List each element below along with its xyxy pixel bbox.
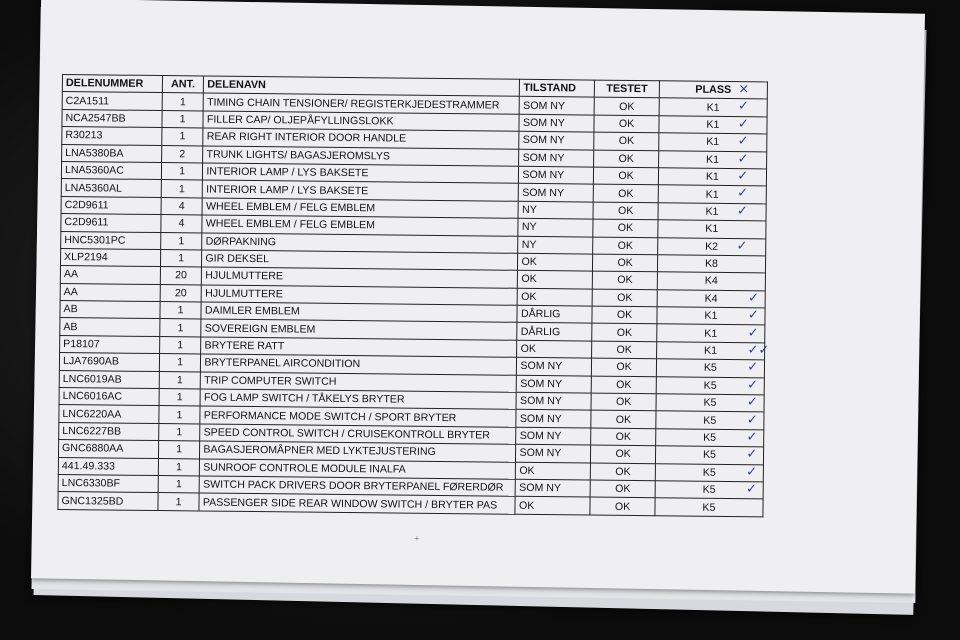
cell-quantity: 20	[160, 284, 202, 302]
handwritten-checkmarks	[734, 82, 799, 523]
checkmark-icon: ✓	[737, 116, 749, 132]
cell-tested: OK	[592, 358, 657, 376]
cell-location: K1	[658, 185, 766, 204]
checkmark-icon: ✓	[746, 412, 758, 428]
cell-quantity: 1	[159, 354, 201, 372]
cell-part-name: INTERIOR LAMP / LYS BAKSETE	[203, 163, 519, 184]
cell-quantity: 1	[158, 441, 200, 459]
cell-part-name: FOG LAMP SWITCH / TÅKELYS BRYTER	[200, 389, 516, 410]
cell-condition: NY	[518, 236, 593, 254]
cell-location: K2	[657, 237, 765, 256]
checkmark-icon: ✓	[737, 168, 749, 184]
cell-condition: NY	[518, 201, 593, 219]
cell-location: K5	[655, 429, 763, 448]
cell-location: K5	[655, 446, 763, 465]
cell-condition: SOM NY	[517, 375, 592, 393]
cell-part-number: LNC6227BB	[59, 422, 159, 440]
cell-part-number: LJA7690AB	[59, 353, 159, 371]
cell-location: K5	[655, 463, 763, 482]
cell-tested: OK	[592, 341, 657, 359]
cell-location: K1	[657, 307, 765, 326]
cell-quantity: 1	[158, 423, 200, 441]
cell-condition: SOM NY	[516, 479, 591, 497]
cell-quantity: 1	[162, 128, 204, 146]
checkmark-icon: ✓	[747, 325, 759, 341]
cell-tested: OK	[594, 167, 659, 185]
cell-quantity: 1	[162, 93, 204, 111]
cell-condition: OK	[518, 271, 593, 289]
cell-quantity: 1	[160, 249, 202, 267]
checkmark-icon: ✓	[736, 203, 748, 219]
cell-tested: OK	[594, 150, 659, 168]
cell-location: K1	[659, 116, 767, 135]
header-delenavn: DELENAVN	[204, 76, 520, 97]
checkmark-icon: ✓	[737, 99, 750, 115]
cell-part-name: BRYTERE RATT	[201, 337, 517, 358]
cell-quantity: 2	[161, 145, 203, 163]
cell-part-name: TIMING CHAIN TENSIONER/ REGISTERKJEDESTRAMMER	[204, 93, 520, 114]
cell-part-name: HJULMUTTERE	[202, 285, 518, 306]
cell-condition: SOM NY	[516, 444, 591, 462]
parts-table-wrapper	[57, 74, 768, 517]
cell-tested: OK	[593, 237, 658, 255]
cell-location: K1	[658, 220, 766, 239]
cell-part-name: BAGASJEROMÅPNER MED LYKTEJUSTERING	[200, 441, 516, 462]
cell-condition: OK	[517, 340, 592, 358]
cell-quantity: 1	[160, 232, 202, 250]
cell-part-number: C2A1511	[62, 92, 162, 110]
cell-part-number: GNC1325BD	[58, 492, 158, 510]
cell-location: K1	[658, 150, 766, 169]
cell-tested: OK	[593, 202, 658, 220]
cell-part-number: R30213	[62, 127, 162, 145]
cell-quantity: 1	[159, 336, 201, 354]
cell-location: K5	[656, 359, 764, 378]
cell-part-name: SWITCH PACK DRIVERS DOOR BRYTERPANEL FØRERDØR	[200, 476, 516, 497]
cell-condition: SOM NY	[516, 427, 591, 445]
cell-condition: DÅRLIG	[517, 305, 592, 323]
cell-part-name: HJULMUTTERE	[202, 267, 518, 288]
cell-condition: SOM NY	[516, 392, 591, 410]
cell-tested: OK	[590, 497, 655, 515]
cell-tested: OK	[594, 184, 659, 202]
cell-condition: SOM NY	[516, 410, 591, 428]
cell-tested: OK	[591, 445, 656, 463]
cell-part-name: INTERIOR LAMP / LYS BAKSETE	[203, 180, 519, 201]
cell-tested: OK	[594, 97, 659, 115]
cell-part-name: TRUNK LIGHTS/ BAGASJEROMSLYS	[203, 146, 519, 167]
cell-part-number: AB	[60, 301, 160, 319]
cell-condition: SOM NY	[519, 184, 594, 202]
cell-part-number: AA	[60, 266, 160, 284]
cell-condition: SOM NY	[519, 166, 594, 184]
checkmark-icon: ✓	[746, 464, 758, 480]
cell-part-number: P18107	[60, 335, 160, 353]
cell-location: K8	[657, 255, 765, 274]
checkmark-icon: ✓	[746, 447, 758, 463]
checkmark-icon: ✓	[737, 151, 749, 167]
parts-table	[57, 74, 768, 517]
cell-tested: OK	[593, 271, 658, 289]
cell-tested: OK	[591, 428, 656, 446]
header-tilstand: TILSTAND	[520, 79, 595, 97]
cell-part-name: WHEEL EMBLEM / FELG EMBLEM	[202, 215, 518, 236]
cell-location: K4	[657, 289, 765, 308]
cell-part-number: GNC6880AA	[58, 440, 158, 458]
cell-tested: OK	[594, 115, 659, 133]
header-ant: ANT.	[162, 76, 204, 94]
cell-condition: SOM NY	[519, 114, 594, 132]
cell-condition: OK	[518, 288, 593, 306]
cell-location: K5	[655, 498, 763, 517]
cell-condition: SOM NY	[519, 149, 594, 167]
cell-part-number: LNC6016AC	[59, 388, 159, 406]
cell-quantity: 1	[161, 162, 203, 180]
checkmark-icon	[736, 273, 766, 289]
checkmark-icon	[736, 256, 766, 272]
cell-condition: OK	[516, 462, 591, 480]
cell-part-name: SOVEREIGN EMBLEM	[201, 319, 517, 340]
cell-part-name: DAIMLER EMBLEM	[201, 302, 517, 323]
cell-tested: OK	[591, 393, 656, 411]
cell-part-number: C2D9611	[61, 214, 161, 232]
cell-part-name: SUNROOF CONTROLE MODULE INALFA	[200, 459, 516, 480]
cell-tested: OK	[593, 219, 658, 237]
cell-part-name: DØRPAKNING	[202, 232, 518, 253]
cell-part-name: PASSENGER SIDE REAR WINDOW SWITCH / BRYTER PAS	[199, 493, 515, 514]
cell-part-name: REAR RIGHT INTERIOR DOOR HANDLE	[203, 128, 519, 149]
checkmark-icon	[737, 221, 767, 237]
checkmark-icon: ✓	[746, 429, 758, 445]
checkmark-icon: ✓	[747, 377, 759, 393]
cell-tested: OK	[592, 289, 657, 307]
cell-location: K1	[657, 324, 765, 343]
cell-location: K1	[656, 342, 764, 361]
cell-location: K1	[659, 98, 767, 117]
cell-condition: SOM NY	[520, 97, 595, 115]
cell-part-number: XLP2194	[60, 248, 160, 266]
cell-tested: OK	[591, 463, 656, 481]
cell-condition: OK	[518, 253, 593, 271]
cell-part-number: LNA5360AC	[61, 161, 161, 179]
cell-quantity: 1	[159, 406, 201, 424]
cell-part-number: AA	[60, 283, 160, 301]
checkmark-icon: ✓	[746, 394, 758, 411]
cell-condition: DÅRLIG	[517, 323, 592, 341]
cell-tested: OK	[593, 254, 658, 272]
cell-quantity: 1	[160, 302, 202, 320]
cell-tested: OK	[594, 132, 659, 150]
cell-location: K1	[659, 133, 767, 152]
cell-part-number: 441.49.333	[58, 457, 158, 475]
cell-part-name: TRIP COMPUTER SWITCH	[201, 372, 517, 393]
cell-location: K5	[656, 376, 764, 395]
cell-quantity: 1	[160, 319, 202, 337]
checkmark-icon: ✓	[747, 360, 759, 376]
cell-part-name: BRYTERPANEL AIRCONDITION	[201, 354, 517, 375]
header-plass: PLASS	[659, 81, 767, 100]
header-testet: TESTET	[595, 80, 660, 98]
cell-quantity: 1	[158, 493, 200, 511]
cell-condition: NY	[518, 218, 593, 236]
cell-part-number: C2D9611	[61, 196, 161, 214]
cell-quantity: 1	[158, 476, 200, 494]
ink-dot-mark: ⁺	[414, 535, 420, 547]
checkmark-icon: ×	[738, 81, 750, 97]
cell-tested: OK	[592, 324, 657, 342]
cell-quantity: 1	[162, 110, 204, 128]
cell-location: K5	[656, 411, 764, 430]
cell-part-number: LNC6019AB	[59, 370, 159, 388]
cell-condition: OK	[515, 497, 590, 515]
cell-part-number: LNC6330BF	[58, 474, 158, 492]
cell-part-number: NCA2547BB	[62, 109, 162, 127]
cell-location: K5	[656, 394, 764, 413]
cell-part-name: SPEED CONTROL SWITCH / CRUISEKONTROLL BRYTER	[200, 424, 516, 445]
cell-location: K5	[655, 481, 763, 500]
checkmark-icon: ✓✓	[747, 342, 770, 359]
cell-part-number: AB	[60, 318, 160, 336]
cell-part-number: LNA5380BA	[62, 144, 162, 162]
cell-quantity: 20	[160, 267, 202, 285]
cell-location: K4	[657, 272, 765, 291]
cell-part-number: HNC5301PC	[61, 231, 161, 249]
cell-quantity: 1	[161, 180, 203, 198]
cell-location: K1	[658, 168, 766, 187]
checkmark-icon: ✓	[747, 307, 759, 324]
cell-quantity: 1	[158, 458, 200, 476]
cell-tested: OK	[590, 480, 655, 498]
cell-tested: OK	[591, 410, 656, 428]
cell-part-name: FILLER CAP/ OLJEPÅFYLLINGSLOKK	[203, 111, 519, 132]
cell-tested: OK	[592, 306, 657, 324]
cell-quantity: 1	[159, 389, 201, 407]
cell-quantity: 1	[159, 371, 201, 389]
checkmark-icon: ✓	[736, 238, 748, 254]
cell-part-number: LNC6220AA	[59, 405, 159, 423]
header-delenummer: DELENUMMER	[62, 75, 162, 93]
cell-part-number: LNA5360AL	[61, 179, 161, 197]
cell-tested: OK	[592, 376, 657, 394]
cell-condition: SOM NY	[517, 358, 592, 376]
checkmark-icon: ✓	[747, 290, 760, 306]
cell-quantity: 4	[161, 197, 203, 215]
cell-part-name: GIR DEKSEL	[202, 250, 518, 271]
cell-quantity: 4	[161, 215, 203, 233]
cell-part-name: WHEEL EMBLEM / FELG EMBLEM	[202, 198, 518, 219]
cell-condition: SOM NY	[519, 131, 594, 149]
cell-location: K1	[658, 202, 766, 221]
cell-part-name: PERFORMANCE MODE SWITCH / SPORT BRYTER	[200, 406, 516, 427]
checkmark-icon: ✓	[737, 133, 749, 149]
checkmark-icon: ✓	[737, 186, 749, 202]
checkmark-icon: ✓	[745, 481, 758, 498]
